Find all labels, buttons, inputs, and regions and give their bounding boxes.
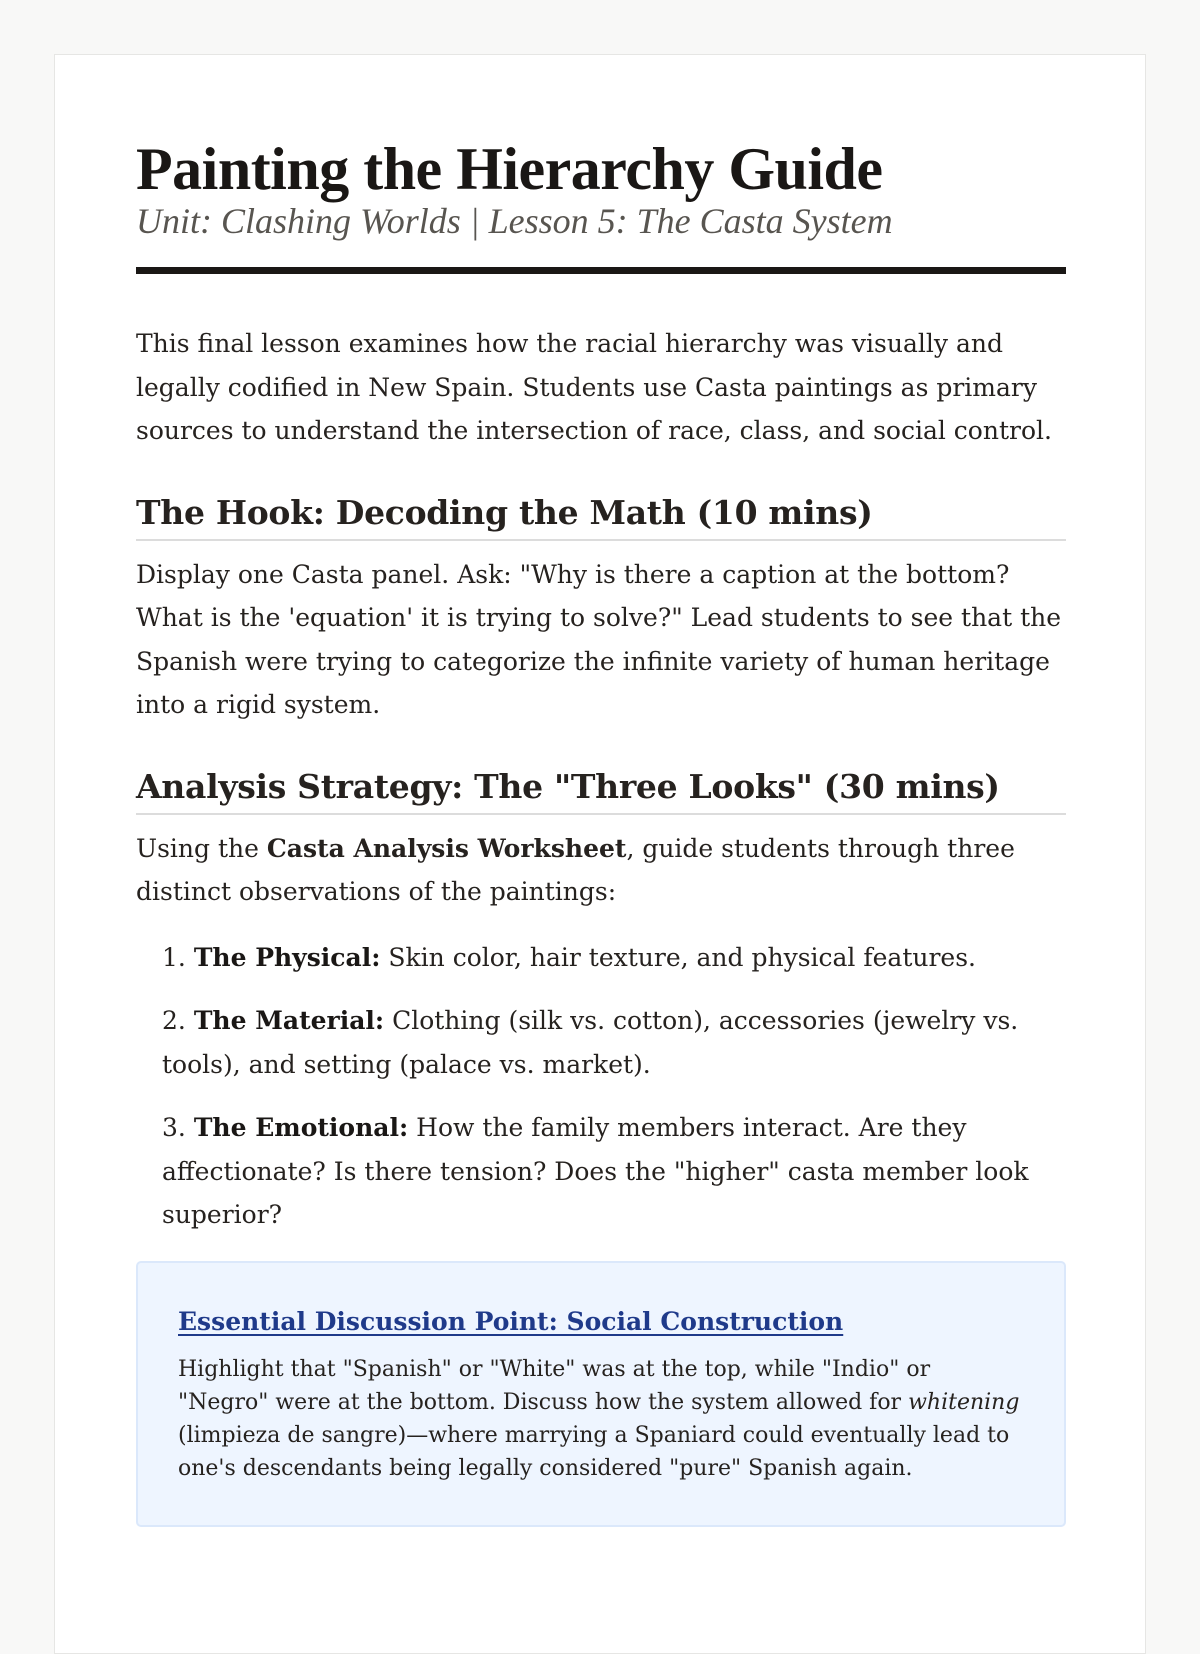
three-looks-list	[136, 936, 1066, 1237]
list-item-label: The Physical:	[193, 942, 381, 972]
analysis-text-prefix: Using the	[136, 833, 267, 863]
list-item-text: Clothing (silk vs. cotton), accessories (jewelry vs. tools), and setting (palace vs. market).	[162, 1006, 1019, 1079]
document-content	[136, 135, 1066, 1527]
intro-paragraph: This final lesson examines how the racial hierarchy was visually and legally codified in New Spain. Students use Casta paintings as primary sources to understand the intersection of race, class, and social control.	[136, 329, 1052, 445]
page-title: Painting the Hierarchy Guide	[136, 136, 883, 202]
analysis-paragraph	[136, 827, 1066, 914]
analysis-text-suffix: , guide students through three distinct observations of the paintings:	[136, 833, 1015, 906]
hook-paragraph: Display one Casta panel. Ask: "Why is there a caption at the bottom? What is the 'equation' it is trying to solve?" Lead students to see that the Spanish were trying to categorize the infinite variety of human heritage into a rigid system.	[136, 559, 1062, 719]
document-header	[136, 135, 1066, 274]
callout-title-link[interactable]: Essential Discussion Point: Social Construction	[178, 1306, 844, 1336]
document-page	[54, 54, 1146, 1654]
list-number: 1.	[162, 942, 186, 972]
list-item-material	[162, 999, 1066, 1086]
callout-emphasis: whitening	[908, 1389, 1020, 1415]
list-item-physical	[162, 936, 1066, 980]
title-divider	[136, 267, 1066, 274]
list-item-label: The Emotional:	[193, 1113, 409, 1142]
callout-body	[178, 1353, 1024, 1485]
list-number: 3.	[162, 1113, 186, 1142]
worksheet-name: Casta Analysis Worksheet	[266, 833, 627, 863]
section-heading-analysis: Analysis Strategy: The "Three Looks" (30 mins)	[136, 765, 1066, 815]
discussion-callout	[136, 1261, 1066, 1527]
section-analysis-strategy	[136, 765, 1066, 1237]
section-heading-hook: The Hook: Decoding the Math (10 mins)	[136, 491, 1066, 541]
list-number: 2.	[162, 1006, 186, 1035]
callout-text-prefix: Highlight that "Spanish" or "White" was at the top, while "Indio" or "Negro" were at the bottom. Discuss how the system allowed for	[178, 1356, 931, 1415]
callout-text-suffix: (limpieza de sangre)—where marrying a Spaniard could eventually lead to one's descendants being legally considered "pure" Spanish again.	[178, 1422, 1010, 1481]
list-item-text: How the family members interact. Are they affectionate? Is there tension? Does the "higher" casta member look superior?	[162, 1113, 1029, 1229]
page-subtitle: Unit: Clashing Worlds | Lesson 5: The Casta System	[136, 201, 893, 241]
section-hook	[136, 491, 1066, 727]
list-item-emotional	[162, 1106, 1066, 1237]
list-item-label: The Material:	[193, 1006, 385, 1035]
list-item-text: Skin color, hair texture, and physical features.	[380, 942, 976, 972]
